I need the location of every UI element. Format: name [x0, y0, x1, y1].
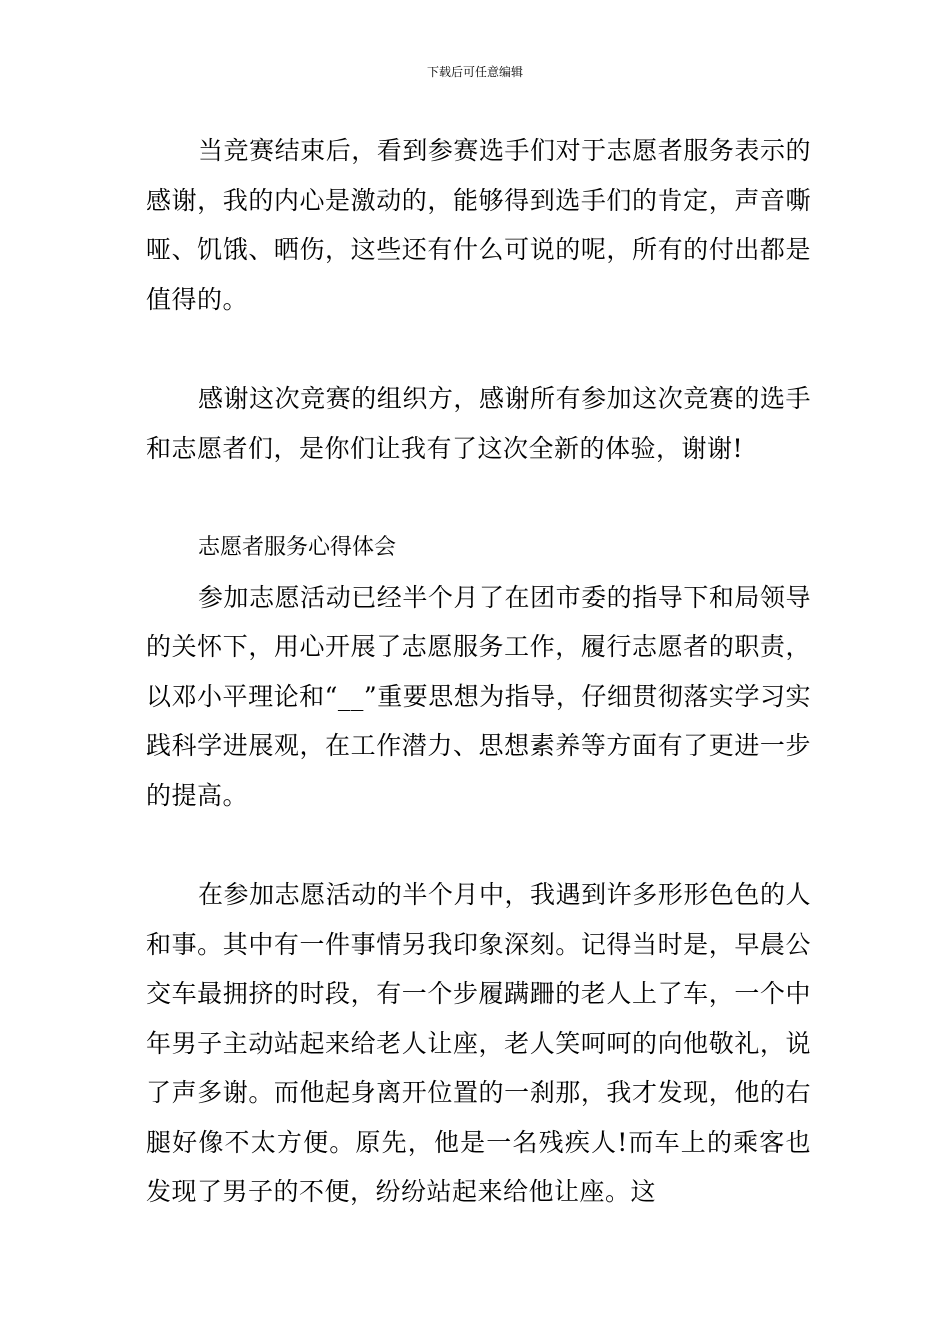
page-header: 下载后可任意编辑	[426, 65, 523, 79]
paragraph-gap	[146, 820, 811, 870]
document-body	[146, 126, 811, 1217]
paragraph-3: 参加志愿活动已经半个月了在团市委的指导下和局领导的关怀下，用心开展了志愿服务工作，履行志愿者的职责，以邓小平理论和“__”重要思想为指导，仔细贯彻落实学习实践科学进展观，在工作潜力、思想素养等方面有了更进一步的提高。	[146, 582, 811, 810]
paragraph-1: 当竞赛结束后，看到参赛选手们对于志愿者服务表示的感谢，我的内心是激动的，能够得到选手们的肯定，声音嘶哑、饥饿、晒伤，这些还有什么可说的呢，所有的付出都是值得的。	[146, 136, 811, 314]
paragraph-4: 在参加志愿活动的半个月中，我遇到许多形形色色的人和事。其中有一件事情另我印象深刻。记得当时是，早晨公交车最拥挤的时段，有一个步履蹒跚的老人上了车，一个中年男子主动站起来给老人让座，老人笑呵呵的向他敬礼，说了声多谢。而他起身离开位置的一刹那，我才发现，他的右腿好像不太方便。原先，他是一名残疾人!而车上的乘客也发现了男子的不便，纷纷站起来给他让座。这	[146, 880, 811, 1206]
paragraph-gap	[146, 473, 811, 523]
section-heading: 志愿者服务心得体会	[198, 535, 397, 560]
paragraph-gap	[146, 324, 811, 374]
paragraph-2: 感谢这次竞赛的组织方，感谢所有参加这次竞赛的选手和志愿者们，是你们让我有了这次全新的体验，谢谢!	[146, 384, 811, 463]
